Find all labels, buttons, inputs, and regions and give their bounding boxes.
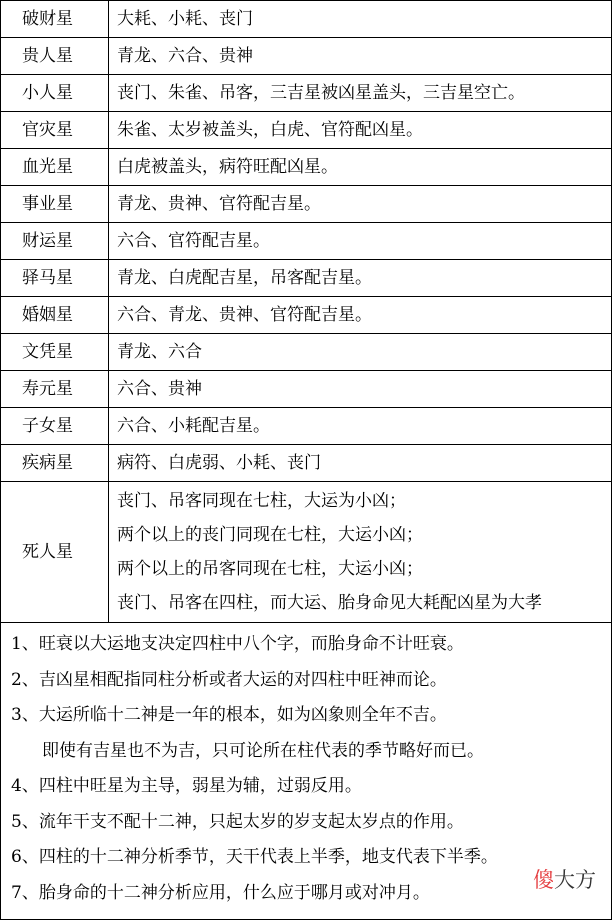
star-name: 子女星 — [1, 408, 109, 445]
table-row — [1, 482, 611, 623]
note-line: 1、旺衰以大运地支决定四柱中八个字，而胎身命不计旺衰。 — [11, 634, 464, 654]
star-table — [1, 1, 611, 623]
description-line: 两个以上的丧门同现在七柱，大运小凶； — [117, 525, 423, 545]
table-row — [1, 1, 611, 38]
star-name: 驿马星 — [1, 260, 109, 297]
table-row — [1, 260, 611, 297]
star-description — [109, 482, 612, 623]
star-name: 事业星 — [1, 186, 109, 223]
star-description: 六合、官符配吉星。 — [109, 223, 612, 260]
star-description: 六合、贵神 — [109, 371, 612, 408]
star-description: 病符、白虎弱、小耗、丧门 — [109, 445, 612, 482]
star-name: 官灾星 — [1, 112, 109, 149]
star-description: 青龙、六合、贵神 — [109, 38, 612, 75]
star-description: 六合、小耗配吉星。 — [109, 408, 612, 445]
watermark-rest: 大方 — [554, 868, 596, 892]
star-description: 青龙、六合 — [109, 334, 612, 371]
table-row — [1, 408, 611, 445]
star-description: 青龙、白虎配吉星，吊客配吉星。 — [109, 260, 612, 297]
description-line: 丧门、吊客在四柱，而大运、胎身命见大耗配凶星为大孝 — [117, 593, 542, 613]
table-row — [1, 112, 611, 149]
table-row — [1, 334, 611, 371]
star-name: 死人星 — [1, 482, 109, 623]
star-name: 贵人星 — [1, 38, 109, 75]
star-description: 六合、青龙、贵神、官符配吉星。 — [109, 297, 612, 334]
star-name: 疾病星 — [1, 445, 109, 482]
note-line: 即使有吉星也不为吉，只可论所在柱代表的季节略好而已。 — [42, 740, 484, 761]
table-row — [1, 297, 611, 334]
table-row — [1, 445, 611, 482]
star-name: 寿元星 — [1, 371, 109, 408]
table-row — [1, 371, 611, 408]
note-line: 2、吉凶星相配指同柱分析或者大运的对四柱中旺神而论。 — [11, 669, 447, 690]
description-line: 两个以上的吊客同现在七柱，大运小凶； — [117, 559, 423, 579]
note-line: 7、胎身命的十二神分析应用，什么应于哪月或对冲月。 — [11, 882, 430, 903]
note-line: 3、大运所临十二神是一年的根本，如为凶象则全年不吉。 — [11, 705, 447, 725]
note-line: 5、流年干支不配十二神，只起太岁的岁支起太岁点的作用。 — [11, 811, 464, 832]
table-row — [1, 223, 611, 260]
star-name: 财运星 — [1, 223, 109, 260]
star-description: 丧门、朱雀、吊客，三吉星被凶星盖头，三吉星空亡。 — [109, 75, 612, 112]
star-name: 破财星 — [1, 1, 109, 38]
watermark-logo — [531, 864, 598, 894]
watermark-first-char: 傻 — [533, 868, 554, 892]
star-name: 小人星 — [1, 75, 109, 112]
table-row — [1, 149, 611, 186]
star-description: 青龙、贵神、官符配吉星。 — [109, 186, 612, 223]
star-description: 白虎被盖头，病符旺配凶星。 — [109, 149, 612, 186]
table-row — [1, 186, 611, 223]
description-line: 丧门、吊客同现在七柱，大运为小凶； — [117, 491, 406, 511]
notes-section — [1, 623, 611, 919]
star-name: 血光星 — [1, 149, 109, 186]
table-row — [1, 38, 611, 75]
star-name: 文凭星 — [1, 334, 109, 371]
note-line: 4、四柱中旺星为主导，弱星为辅，过弱反用。 — [11, 776, 362, 796]
note-line: 6、四柱的十二神分析季节，天干代表上半季，地支代表下半季。 — [11, 847, 498, 867]
star-name: 婚姻星 — [1, 297, 109, 334]
star-description: 朱雀、太岁被盖头，白虎、官符配凶星。 — [109, 112, 612, 149]
star-description: 大耗、小耗、丧门 — [109, 1, 612, 38]
table-row — [1, 75, 611, 112]
